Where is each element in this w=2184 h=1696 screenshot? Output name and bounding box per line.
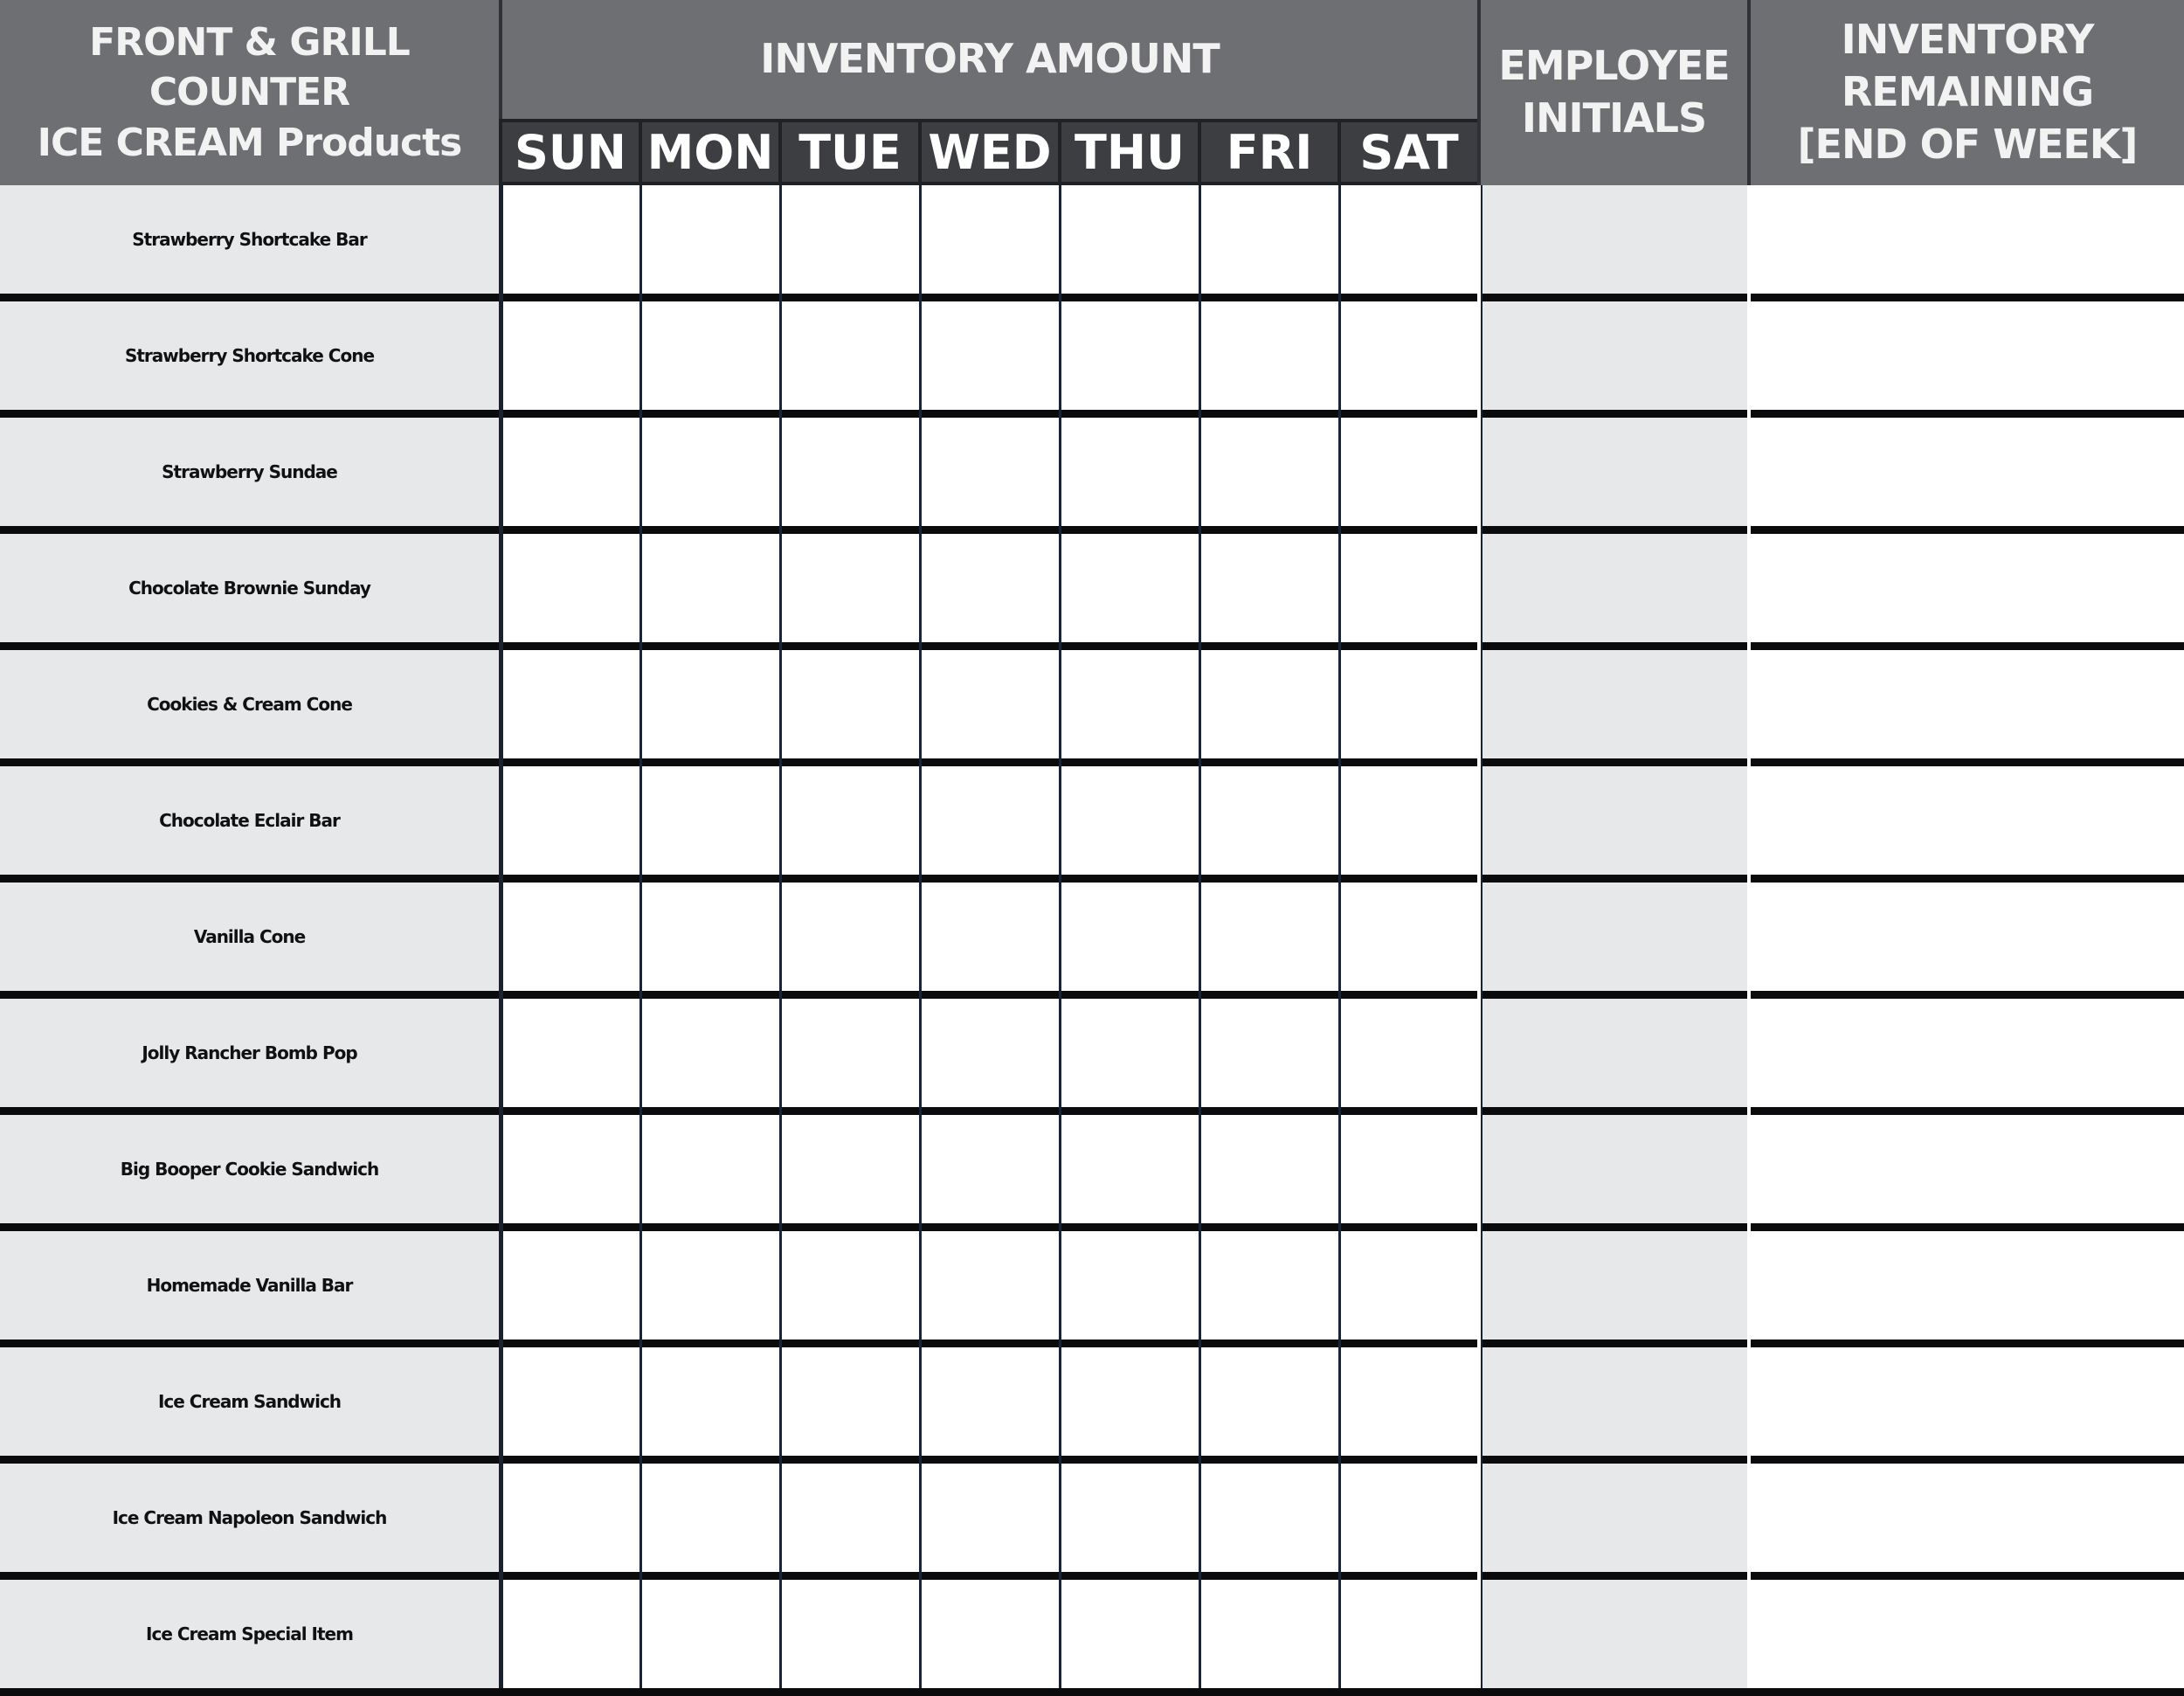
inventory-cell-mon[interactable] — [642, 1464, 779, 1572]
employee-initials-cell[interactable] — [1481, 1347, 1747, 1456]
inventory-cell-fri[interactable] — [1201, 1231, 1338, 1339]
table-row — [0, 185, 2184, 294]
table-row — [0, 1580, 2184, 1688]
inventory-cell-mon[interactable] — [642, 418, 779, 526]
day-header-sun: SUN — [502, 122, 639, 182]
inventory-cell-thu[interactable] — [1061, 883, 1199, 991]
inventory-cell-wed[interactable] — [922, 1347, 1059, 1456]
product-name: Strawberry Shortcake Cone — [0, 301, 499, 410]
inventory-cell-mon[interactable] — [642, 1347, 779, 1456]
employee-initials-cell[interactable] — [1481, 301, 1747, 410]
inventory-cell-tue[interactable] — [782, 999, 919, 1107]
remaining-header-line2: [END OF WEEK] — [1797, 120, 2138, 168]
inventory-remaining-cell[interactable] — [1751, 185, 2184, 294]
inventory-cell-sat[interactable] — [1341, 301, 1478, 410]
inventory-cell-mon[interactable] — [642, 999, 779, 1107]
table-row — [0, 650, 2184, 758]
inventory-cell-wed[interactable] — [922, 999, 1059, 1107]
inventory-remaining-cell[interactable] — [1751, 534, 2184, 642]
inventory-cell-wed[interactable] — [922, 301, 1059, 410]
inventory-remaining-cell[interactable] — [1751, 999, 2184, 1107]
inventory-cell-fri[interactable] — [1201, 766, 1338, 875]
inventory-remaining-header — [1751, 0, 2184, 185]
inventory-cell-sun[interactable] — [502, 999, 639, 1107]
inventory-cell-tue[interactable] — [782, 1231, 919, 1339]
inventory-remaining-cell[interactable] — [1751, 418, 2184, 526]
employee-initials-cell[interactable] — [1481, 883, 1747, 991]
inventory-cell-fri[interactable] — [1201, 650, 1338, 758]
table-row — [0, 301, 2184, 410]
inventory-cell-thu[interactable] — [1061, 418, 1199, 526]
product-name: Cookies & Cream Cone — [0, 650, 499, 758]
inventory-cell-tue[interactable] — [782, 650, 919, 758]
employee-initials-cell[interactable] — [1481, 1231, 1747, 1339]
inventory-cell-sun[interactable] — [502, 1580, 639, 1688]
inventory-cell-sun[interactable] — [502, 301, 639, 410]
inventory-cell-tue[interactable] — [782, 1580, 919, 1688]
day-header-mon: MON — [642, 122, 778, 182]
employee-initials-cell[interactable] — [1481, 650, 1747, 758]
inventory-cell-wed[interactable] — [922, 418, 1059, 526]
employee-initials-cell[interactable] — [1481, 766, 1747, 875]
inventory-cell-wed[interactable] — [922, 534, 1059, 642]
employee-initials-cell[interactable] — [1481, 1464, 1747, 1572]
inventory-cell-tue[interactable] — [782, 1347, 919, 1456]
product-header-line2: ICE CREAM Products — [37, 120, 462, 165]
inventory-cell-fri[interactable] — [1201, 534, 1338, 642]
inventory-cell-thu[interactable] — [1061, 1347, 1199, 1456]
inventory-cell-thu[interactable] — [1061, 999, 1199, 1107]
product-header-line1: FRONT & GRILL COUNTER — [89, 20, 410, 115]
inventory-remaining-cell[interactable] — [1751, 650, 2184, 758]
inventory-cell-sat[interactable] — [1341, 999, 1478, 1107]
inventory-cell-sat[interactable] — [1341, 418, 1478, 526]
inventory-cell-sun[interactable] — [502, 418, 639, 526]
column-gap — [1477, 185, 1481, 1688]
inventory-cell-fri[interactable] — [1201, 1580, 1338, 1688]
row-divider — [0, 410, 2184, 418]
row-divider — [0, 1456, 2184, 1464]
inventory-cell-mon[interactable] — [642, 1580, 779, 1688]
inventory-cell-thu[interactable] — [1061, 1580, 1199, 1688]
inventory-cell-sat[interactable] — [1341, 1347, 1478, 1456]
day-header-fri: FRI — [1201, 122, 1337, 182]
employee-initials-cell[interactable] — [1481, 418, 1747, 526]
inventory-cell-sun[interactable] — [502, 534, 639, 642]
inventory-cell-sat[interactable] — [1341, 1231, 1478, 1339]
employee-initials-cell[interactable] — [1481, 185, 1747, 294]
inventory-cell-mon[interactable] — [642, 1231, 779, 1339]
product-name: Ice Cream Napoleon Sandwich — [0, 1464, 499, 1572]
inventory-cell-sun[interactable] — [502, 650, 639, 758]
table-row — [0, 1464, 2184, 1572]
product-name: Ice Cream Sandwich — [0, 1347, 499, 1456]
inventory-remaining-cell[interactable] — [1751, 1115, 2184, 1223]
inventory-cell-sat[interactable] — [1341, 883, 1478, 991]
column-divider — [499, 185, 503, 1688]
inventory-cell-wed[interactable] — [922, 1464, 1059, 1572]
inventory-cell-thu[interactable] — [1061, 534, 1199, 642]
inventory-cell-thu[interactable] — [1061, 1464, 1199, 1572]
inventory-cell-wed[interactable] — [922, 1115, 1059, 1223]
inventory-cell-tue[interactable] — [782, 766, 919, 875]
inventory-cell-fri[interactable] — [1201, 1464, 1338, 1572]
inventory-cell-sat[interactable] — [1341, 650, 1478, 758]
table-row — [0, 999, 2184, 1107]
inventory-cell-tue[interactable] — [782, 1115, 919, 1223]
row-divider — [0, 1572, 2184, 1580]
row-divider — [0, 875, 2184, 883]
remaining-header-line1: INVENTORY REMAINING — [1841, 16, 2094, 116]
inventory-cell-sat[interactable] — [1341, 1115, 1478, 1223]
inventory-cell-sat[interactable] — [1341, 766, 1478, 875]
table-row — [0, 1347, 2184, 1456]
inventory-cell-sat[interactable] — [1341, 534, 1478, 642]
table-row — [0, 1115, 2184, 1223]
inventory-cell-tue[interactable] — [782, 185, 919, 294]
employee-initials-cell[interactable] — [1481, 1580, 1747, 1688]
product-name: Strawberry Shortcake Bar — [0, 185, 499, 294]
inventory-cell-wed[interactable] — [922, 883, 1059, 991]
employee-initials-cell[interactable] — [1481, 534, 1747, 642]
product-name: Jolly Rancher Bomb Pop — [0, 999, 499, 1107]
inventory-remaining-cell[interactable] — [1751, 1580, 2184, 1688]
row-divider — [0, 294, 2184, 301]
inventory-cell-thu[interactable] — [1061, 766, 1199, 875]
inventory-cell-fri[interactable] — [1201, 1347, 1338, 1456]
row-divider — [0, 526, 2184, 534]
employee-header-line2: INITIALS — [1521, 94, 1707, 142]
inventory-remaining-cell[interactable] — [1751, 766, 2184, 875]
inventory-cell-wed[interactable] — [922, 766, 1059, 875]
inventory-cell-sun[interactable] — [502, 1464, 639, 1572]
row-divider — [0, 758, 2184, 766]
inventory-cell-sun[interactable] — [502, 185, 639, 294]
product-name: Vanilla Cone — [0, 883, 499, 991]
day-header-wed: WED — [922, 122, 1058, 182]
inventory-cell-tue[interactable] — [782, 418, 919, 526]
inventory-cell-tue[interactable] — [782, 883, 919, 991]
table-row — [0, 766, 2184, 875]
inventory-cell-fri[interactable] — [1201, 418, 1338, 526]
day-header-tue: TUE — [782, 122, 918, 182]
employee-initials-cell[interactable] — [1481, 999, 1747, 1107]
inventory-cell-sun[interactable] — [502, 1115, 639, 1223]
row-divider — [0, 1339, 2184, 1347]
row-divider — [0, 642, 2184, 650]
inventory-cell-fri[interactable] — [1201, 999, 1338, 1107]
inventory-cell-mon[interactable] — [642, 1115, 779, 1223]
row-divider — [0, 1223, 2184, 1231]
inventory-remaining-cell[interactable] — [1751, 1464, 2184, 1572]
inventory-cell-sat[interactable] — [1341, 1580, 1478, 1688]
product-column-header — [0, 0, 499, 185]
inventory-cell-mon[interactable] — [642, 185, 779, 294]
inventory-amount-header — [502, 0, 1477, 119]
product-name: Chocolate Brownie Sunday — [0, 534, 499, 642]
inventory-remaining-cell[interactable] — [1751, 883, 2184, 991]
employee-initials-header — [1481, 0, 1747, 185]
inventory-cell-mon[interactable] — [642, 650, 779, 758]
inventory-cell-wed[interactable] — [922, 1580, 1059, 1688]
inventory-cell-fri[interactable] — [1201, 883, 1338, 991]
row-divider — [0, 991, 2184, 999]
inventory-cell-fri[interactable] — [1201, 1115, 1338, 1223]
inventory-remaining-cell[interactable] — [1751, 301, 2184, 410]
column-divider — [1059, 185, 1061, 1688]
inventory-cell-sat[interactable] — [1341, 185, 1478, 294]
inventory-cell-thu[interactable] — [1061, 185, 1199, 294]
inventory-cell-fri[interactable] — [1201, 301, 1338, 410]
inventory-cell-sun[interactable] — [502, 766, 639, 875]
inventory-cell-thu[interactable] — [1061, 650, 1199, 758]
column-divider — [1199, 185, 1201, 1688]
product-name: Homemade Vanilla Bar — [0, 1231, 499, 1339]
inventory-cell-mon[interactable] — [642, 766, 779, 875]
inventory-cell-wed[interactable] — [922, 1231, 1059, 1339]
inventory-cell-mon[interactable] — [642, 301, 779, 410]
table-row — [0, 1231, 2184, 1339]
table-row — [0, 534, 2184, 642]
inventory-cell-sat[interactable] — [1341, 1464, 1478, 1572]
inventory-cell-thu[interactable] — [1061, 1231, 1199, 1339]
inventory-cell-fri[interactable] — [1201, 185, 1338, 294]
column-divider — [919, 185, 922, 1688]
table-row — [0, 418, 2184, 526]
inventory-cell-tue[interactable] — [782, 1464, 919, 1572]
inventory-cell-mon[interactable] — [642, 883, 779, 991]
row-divider — [0, 1107, 2184, 1115]
column-gap — [1747, 185, 1751, 1688]
employee-initials-cell[interactable] — [1481, 1115, 1747, 1223]
column-divider — [1338, 185, 1341, 1688]
inventory-cell-sun[interactable] — [502, 1231, 639, 1339]
inventory-cell-wed[interactable] — [922, 650, 1059, 758]
inventory-cell-thu[interactable] — [1061, 301, 1199, 410]
inventory-cell-tue[interactable] — [782, 534, 919, 642]
product-name: Strawberry Sundae — [0, 418, 499, 526]
inventory-cell-mon[interactable] — [642, 534, 779, 642]
inventory-cell-sun[interactable] — [502, 1347, 639, 1456]
inventory-cell-thu[interactable] — [1061, 1115, 1199, 1223]
inventory-cell-tue[interactable] — [782, 301, 919, 410]
employee-header-line1: EMPLOYEE — [1498, 42, 1730, 90]
inventory-remaining-cell[interactable] — [1751, 1347, 2184, 1456]
table-row — [0, 883, 2184, 991]
inventory-amount-label: INVENTORY AMOUNT — [760, 35, 1220, 83]
product-name: Ice Cream Special Item — [0, 1580, 499, 1688]
inventory-cell-wed[interactable] — [922, 185, 1059, 294]
inventory-cell-sun[interactable] — [502, 883, 639, 991]
day-header-thu: THU — [1061, 122, 1198, 182]
product-name: Big Booper Cookie Sandwich — [0, 1115, 499, 1223]
product-name: Chocolate Eclair Bar — [0, 766, 499, 875]
column-divider — [779, 185, 782, 1688]
row-divider — [0, 1688, 2184, 1696]
column-divider — [639, 185, 642, 1688]
day-header-sat: SAT — [1341, 122, 1477, 182]
inventory-remaining-cell[interactable] — [1751, 1231, 2184, 1339]
